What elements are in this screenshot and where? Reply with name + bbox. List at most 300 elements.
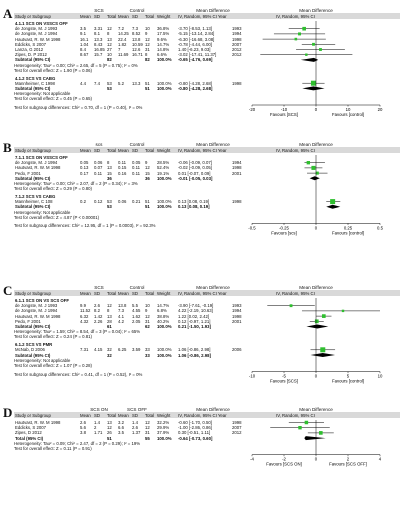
subtotal-ci: -0.65 [-4.76, 0.69] xyxy=(178,57,213,63)
study-weight: 29.9% xyxy=(157,425,170,431)
study-year: 2006 xyxy=(232,347,242,353)
mean-difference-plot-header: Mean Difference xyxy=(299,285,333,290)
overall-effect-note: Test for overall effect: Z = 0.11 (P = 0.91) xyxy=(14,446,92,451)
group2-header: Control xyxy=(129,8,145,13)
overall-effect-note: Test for overall effect: Z = 0.29 (P = 0.80) xyxy=(14,186,92,192)
heterogeneity-note: Heterogeneity: Tau² = 0.09; Chi² = 2.47, df = 2 (P = 0.29); I² = 19% xyxy=(14,440,141,446)
study-year: 1998 xyxy=(232,165,242,171)
subtotal-ci: -0.64 [-0.73, 0.60] xyxy=(178,435,213,441)
study-year: 2001 xyxy=(232,318,242,324)
subtotal-total-2: 51 xyxy=(145,204,150,210)
x-tick-label: 0.5 xyxy=(377,225,383,231)
group1-mean: 4.4 xyxy=(80,80,86,86)
study-weight: 100.0% xyxy=(157,347,172,353)
subtotal-total-1: 53 xyxy=(107,204,112,210)
group1-total: 27 xyxy=(107,47,112,52)
section-title-text: 4.1.1 SCS ON VSSCS OFF xyxy=(15,21,68,26)
x-tick-label: 0 xyxy=(314,456,318,462)
col-study: Study or Subgroup xyxy=(15,147,51,153)
study-ci: 1.40 [-6.23, 9.03] xyxy=(178,47,211,52)
x-tick-label: 20 xyxy=(377,107,383,112)
group2-total: 9 xyxy=(145,160,148,166)
subtotal-total-2: 36 xyxy=(145,175,150,181)
group1-header: scs xyxy=(95,142,103,147)
study-name: de Jongste, M. J 1994 xyxy=(15,160,58,166)
x-tick-label: 10 xyxy=(377,373,383,379)
subtotal-row xyxy=(14,353,400,358)
col-ci-plot: IV, Random, 95% CI xyxy=(276,13,315,19)
group2-total: 51 xyxy=(145,80,150,86)
study-year: 1994 xyxy=(232,160,242,166)
col-ci-year: IV, Random, 95% CI Year xyxy=(178,13,227,19)
study-weight: 100.0% xyxy=(157,80,172,86)
col-mean-1: Mean xyxy=(80,412,91,418)
study-weight: 32.2% xyxy=(157,420,170,425)
subtotal-weight: 100.0% xyxy=(157,85,172,91)
study-year: 1994 xyxy=(232,31,242,37)
group2-sd: 1.37 xyxy=(132,430,141,436)
subtotal-weight: 100.0% xyxy=(157,324,172,329)
group2-total: 10 xyxy=(145,303,150,309)
group1-sd: 4.15 xyxy=(94,347,103,353)
x-tick-label: -4 xyxy=(250,456,254,462)
group2-header: Control xyxy=(129,285,145,290)
subtotal-label: Subtotal (95% CI) xyxy=(15,175,51,181)
x-tick-label: -20 xyxy=(248,107,256,112)
heterogeneity-note: Heterogeneity: Tau² = 0.00; Chi² = 2.07, df = 2 (P = 0.34); I² = 3% xyxy=(14,181,138,186)
col-ci-plot: IV, Random, 95% CI xyxy=(276,412,315,418)
study-weight: 14.7% xyxy=(157,303,170,309)
study-weight: 52.4% xyxy=(157,165,170,171)
study-ci: 1.06 [-0.86, 2.98] xyxy=(178,347,211,353)
x-tick-label: 0 xyxy=(314,225,318,231)
mean-difference-header: Mean Difference xyxy=(196,8,230,13)
subtotal-total-2: 62 xyxy=(145,324,150,329)
group2-sd: 1.4 xyxy=(132,420,138,425)
group1-total: 32 xyxy=(107,347,112,353)
section-title-text: 4.1.2 SCS VS CABG xyxy=(15,75,56,81)
study-name: Zipes, D 2012 xyxy=(15,430,42,436)
group1-sd: 0.12 xyxy=(94,199,103,205)
group1-total: 53 xyxy=(107,199,112,205)
x-tick-label: 0 xyxy=(314,107,318,112)
subtotal-row xyxy=(14,204,400,209)
x-tick-label: 10 xyxy=(345,107,351,112)
col-weight: Weight xyxy=(157,290,171,296)
mean-difference-header: Mean Difference xyxy=(196,142,230,147)
col-sd-2: SD xyxy=(132,290,138,296)
group1-header: SCS ON xyxy=(90,407,108,412)
section-title-text: 6.1.2 SCS VS PMR xyxy=(15,342,53,348)
group2-sd: 12.6 xyxy=(132,47,141,52)
study-ci: 0.13 [0.08, 0.19] xyxy=(178,199,210,205)
forest-plot-panel-c xyxy=(0,283,403,398)
x-tick-label: 2 xyxy=(346,456,350,462)
group1-mean: 0.17 xyxy=(80,170,89,176)
study-ci: -5.15 [-13.14, 2.84] xyxy=(178,31,215,37)
group1-total: 13 xyxy=(107,36,112,42)
group2-total: 12 xyxy=(145,425,150,431)
study-weight: 19.1% xyxy=(157,170,170,176)
group2-sd: 2.6 xyxy=(132,425,138,431)
group2-sd: 8.52 xyxy=(132,31,141,37)
group1-sd: 2 xyxy=(94,425,97,431)
group2-total: 8 xyxy=(145,52,148,58)
group1-total: 8 xyxy=(107,308,110,314)
subtotal-ci: 1.06 [-0.86, 2.98] xyxy=(178,352,211,358)
group2-mean: 0.16 xyxy=(118,170,127,176)
subtotal-ci: -0.80 [-4.28, 2.68] xyxy=(178,85,213,91)
group1-total: 26 xyxy=(107,430,112,436)
study-name: Hautvast, R. W. M 1998 xyxy=(15,36,61,42)
favours-right-label: Favours [control] xyxy=(331,230,365,236)
group2-mean: 6.25 xyxy=(118,347,127,353)
subtotal-label: Subtotal (95% CI) xyxy=(15,85,51,91)
group1-total: 12 xyxy=(107,41,112,47)
favours-right-label: Favours [control] xyxy=(331,112,365,117)
group2-total: 15 xyxy=(145,170,150,176)
study-ci: -0.78 [-4.44, 6.00] xyxy=(178,41,212,47)
subtotal-total-1: 53 xyxy=(107,85,112,91)
subtotal-ci: -0.01 [-0.05, 0.03] xyxy=(178,175,213,181)
col-study: Study or Subgroup xyxy=(15,290,51,296)
col-mean-2: Mean xyxy=(118,412,129,418)
study-ci: -3.70 [-8.53, 1.13] xyxy=(178,26,212,32)
subtotal-total-1: 82 xyxy=(107,57,112,63)
col-total-2: Total xyxy=(145,13,155,19)
group1-header: SCS xyxy=(94,8,104,13)
group1-mean: 0.2 xyxy=(80,199,86,205)
overall-effect-note: Test for overall effect: Z = 0.24 (P = 0.81) xyxy=(14,334,92,340)
group1-total: 12 xyxy=(107,26,112,32)
group1-mean: 9.1 xyxy=(80,31,86,37)
mean-difference-header: Mean Difference xyxy=(196,285,230,290)
group1-mean: 4.32 xyxy=(80,318,89,324)
forest-table xyxy=(14,142,400,273)
study-ci: -6.30 [-16.68, 3.08] xyxy=(178,36,215,42)
group2-total: 12 xyxy=(145,165,150,171)
group2-sd: 7.3 xyxy=(132,26,138,32)
subtotal-weight: 100.0% xyxy=(157,204,172,210)
subtotal-weight: 100.0% xyxy=(157,57,172,63)
group2-total: 31 xyxy=(145,47,150,52)
subtotal-label: Subtotal (95% CI) xyxy=(15,57,51,63)
col-mean-1: Mean xyxy=(80,147,91,153)
heterogeneity-note: Heterogeneity: Tau² = 1.59; Chi² = 8.54, df = 3 (P = 0.04); I² = 65% xyxy=(14,329,141,335)
study-year: 2012 xyxy=(232,430,242,436)
study-weight: 36.8% xyxy=(157,26,170,32)
study-ci: 0.01 [-0.07, 0.09] xyxy=(178,170,211,176)
col-total-2: Total xyxy=(145,290,155,296)
group1-sd: 1.71 xyxy=(94,430,103,436)
col-ci-year: IV, Random, 95% CI Year xyxy=(178,412,227,418)
col-ci-year: IV, Random, 95% CI Year xyxy=(178,290,227,296)
study-year: 1998 xyxy=(232,36,242,42)
study-year: 2012 xyxy=(232,52,242,58)
x-tick-label: 0 xyxy=(314,373,318,379)
subgroup-test-note: Test for subgroup differences: Chi² = 0.70, df = 1 (P = 0.40), I² = 0% xyxy=(14,105,143,110)
group2-mean: 3.5 xyxy=(118,430,124,436)
forest-table xyxy=(14,285,400,398)
study-ci: 1.22 [0.02, 2.42] xyxy=(178,313,210,319)
group1-sd: 15.7 xyxy=(94,52,103,58)
group1-sd: 7.4 xyxy=(94,80,100,86)
forest-plot-panel-a xyxy=(0,6,403,134)
study-name: Eddicks, S 2007 xyxy=(15,41,47,47)
group1-total: 28 xyxy=(107,318,112,324)
group1-sd: 8.2 xyxy=(94,308,100,314)
group1-total: 15 xyxy=(107,170,112,176)
col-weight: Weight xyxy=(157,147,171,153)
col-weight: Weight xyxy=(157,13,171,19)
col-sd-1: SD xyxy=(94,147,100,153)
subtotal-total-1: 36 xyxy=(107,175,112,181)
heterogeneity-note: Heterogeneity: Not applicable xyxy=(14,209,71,215)
group1-mean: 8.4 xyxy=(80,47,86,52)
group1-mean: 0.13 xyxy=(80,165,89,171)
subtotal-weight: 100.0% xyxy=(157,352,172,358)
x-tick-label: -0.5 xyxy=(248,225,256,231)
study-year: 1998 xyxy=(232,80,242,86)
col-sd-1: SD xyxy=(94,412,100,418)
group1-mean: 2.6 xyxy=(80,420,86,425)
subtotal-weight: 100.0% xyxy=(157,175,172,181)
group1-sd: 16.85 xyxy=(94,47,105,52)
study-weight: 14.8% xyxy=(157,47,170,52)
study-ci: -3.90 [-7.61, -0.19] xyxy=(178,303,214,309)
col-total-2: Total xyxy=(145,412,155,418)
group2-mean: 0.15 xyxy=(118,165,127,171)
group2-mean: 0.06 xyxy=(118,199,127,205)
group2-mean: 6.6 xyxy=(118,425,124,431)
col-sd-1: SD xyxy=(94,290,100,296)
group1-sd: 0.11 xyxy=(94,170,103,176)
group1-sd: 8.1 xyxy=(94,31,100,37)
group2-total: 12 xyxy=(145,41,150,47)
study-ci: -1.00 [-2.86, 0.86] xyxy=(178,425,212,431)
group1-mean: 5.6 xyxy=(80,425,86,431)
group2-mean: 13.8 xyxy=(118,303,127,309)
favours-left-label: Favours [SCS] xyxy=(270,378,298,384)
study-year: 2012 xyxy=(232,47,242,52)
study-ci: -0.60 [-1.70, 0.50] xyxy=(178,420,212,425)
group2-total: 12 xyxy=(145,313,150,319)
group1-sd: 2.6 xyxy=(94,303,100,309)
study-ci: -0.06 [-0.09, 0.07] xyxy=(178,160,212,166)
col-mean-2: Mean xyxy=(118,13,129,19)
x-tick-label: 5 xyxy=(346,373,350,379)
favours-left-label: Favours [SCS ON] xyxy=(266,461,302,467)
subtotal-total-2: 82 xyxy=(145,57,150,63)
col-total-1: Total xyxy=(107,290,117,296)
group1-mean: 3.5 xyxy=(80,26,86,32)
study-year: 1993 xyxy=(232,303,242,309)
study-weight: 9.6% xyxy=(157,36,167,42)
group1-total: 8 xyxy=(107,160,110,166)
study-weight: 28.5% xyxy=(157,160,170,166)
col-ci-year: IV, Random, 95% CI Year xyxy=(178,147,227,153)
x-tick-label: 0.25 xyxy=(343,225,353,231)
subtotal-ci: 0.13 [0.08, 0.19] xyxy=(178,204,210,210)
section-title-text: 7.1.1 SCS ON VSSCS OFF xyxy=(15,155,68,160)
col-mean-2: Mean xyxy=(118,290,129,296)
group2-header: Control xyxy=(129,142,145,147)
study-weight: 40.2% xyxy=(157,318,170,324)
study-weight: 17.5% xyxy=(157,31,170,37)
group1-sd: 8.43 xyxy=(94,41,103,47)
favours-left-label: Favours [SCS] xyxy=(270,112,298,117)
mean-difference-plot-header: Mean Difference xyxy=(299,8,333,13)
group2-sd: 13.3 xyxy=(132,80,141,86)
group1-total: 13 xyxy=(107,313,112,319)
col-mean-1: Mean xyxy=(80,13,91,19)
group1-sd: 1.42 xyxy=(94,313,103,319)
study-name: Zipes, D. P 2012 xyxy=(15,52,47,58)
group1-total: 10 xyxy=(107,52,112,58)
x-tick-label: -2 xyxy=(282,456,286,462)
mean-difference-plot-header: Mean Difference xyxy=(299,407,333,412)
study-name: de Jongste, M. J 1993 xyxy=(15,26,58,32)
panel-label: A xyxy=(3,6,13,21)
favours-right-label: Favours [control] xyxy=(331,378,365,384)
study-ci: 4.22 [-2.19, 10.63] xyxy=(178,308,213,314)
group2-mean: 3.2 xyxy=(118,420,124,425)
study-year: 2001 xyxy=(232,170,242,176)
mean-difference-header: Mean Difference xyxy=(196,407,230,412)
group2-total: 9 xyxy=(145,308,148,314)
study-year: 1998 xyxy=(232,199,242,205)
col-weight: Weight xyxy=(157,412,171,418)
study-ci: -0.80 [-4.28, 2.68] xyxy=(178,80,212,86)
study-year: 2007 xyxy=(232,41,242,47)
study-weight: 37.9% xyxy=(157,430,170,436)
x-tick-label: -10 xyxy=(248,373,256,379)
group1-mean: 6.32 xyxy=(80,313,89,319)
study-ci: -3.02 [-17.41, 11.37] xyxy=(178,52,217,58)
subgroup-test-note: Test for subgroup differences: Chi² = 0.41, df = 1 (P = 0.52), I² = 0% xyxy=(14,371,143,377)
x-tick-label: 4 xyxy=(378,456,382,462)
group1-total: 13 xyxy=(107,165,112,171)
group2-sd: 0.11 xyxy=(132,165,141,171)
group1-sd: 0.07 xyxy=(94,165,103,171)
section-title-text: 7.1.2 SCS VS CABG xyxy=(15,193,56,199)
study-name: Hautvast, R. W. M 1998 xyxy=(15,165,61,171)
group2-total: 12 xyxy=(145,420,150,425)
group1-total: 12 xyxy=(107,425,112,431)
group1-sd: 13.3 xyxy=(94,36,103,42)
forest-table xyxy=(14,407,400,525)
subtotal-total-1: 61 xyxy=(107,324,112,329)
subtotal-total-2: 33 xyxy=(145,352,150,358)
group1-mean: 11.52 xyxy=(80,308,91,314)
study-name: de Jongste, M. J 1994 xyxy=(15,31,58,37)
group2-total: 9 xyxy=(145,31,148,37)
group1-sd: 2.26 xyxy=(94,318,103,324)
group2-total: 51 xyxy=(145,199,150,205)
group2-mean: 7 xyxy=(118,47,121,52)
subtotal-total-1: 51 xyxy=(107,435,112,441)
group2-mean: 1.82 xyxy=(118,41,127,47)
study-name: Pedo, F 2001 xyxy=(15,318,41,324)
study-name: de Jongste, M. J 1993 xyxy=(15,303,58,309)
heterogeneity-note: Heterogeneity: Tau² = 0.00; Chi² = 2.65, df = 5 (P = 0.75); I² = 0% xyxy=(14,62,138,68)
group2-sd: 1.62 xyxy=(132,313,141,319)
x-tick-label: -0.25 xyxy=(279,225,289,231)
group2-mean: 14.25 xyxy=(118,31,129,37)
forest-plot-panel-d xyxy=(0,405,403,525)
group2-mean: 7.2 xyxy=(118,26,124,32)
group2-sd: 16.71 xyxy=(132,52,143,58)
col-total-1: Total xyxy=(107,13,117,19)
study-weight: 100.0% xyxy=(157,199,172,205)
study-year: 2007 xyxy=(232,425,242,431)
group2-mean: 7.3 xyxy=(118,308,124,314)
study-year: 1993 xyxy=(232,26,242,32)
study-name: Mannheimer, C 1998 xyxy=(15,80,55,86)
group2-sd: 2.05 xyxy=(132,318,141,324)
subtotal-ci: 0.21 [-1.50, 1.93] xyxy=(178,324,211,329)
study-name: Eddicks, S 2007 xyxy=(15,425,47,431)
panel-label: C xyxy=(3,283,13,298)
group2-mean: 4.1 xyxy=(118,313,124,319)
col-study: Study or Subgroup xyxy=(15,412,51,418)
section-title-text: 6.1.1 SCS ON VS SCS OFF xyxy=(15,298,69,303)
group1-sd: 0.06 xyxy=(94,160,103,166)
col-study: Study or Subgroup xyxy=(15,13,51,19)
subtotal-label: Total (95% CI) xyxy=(15,435,44,441)
forest-plot-panel-b xyxy=(0,140,403,273)
study-year: 1998 xyxy=(232,420,242,425)
study-year: 1998 xyxy=(232,313,242,319)
group2-mean: 5.2 xyxy=(118,80,124,86)
subtotal-weight: 100.0% xyxy=(157,435,172,441)
group2-mean: 4.2 xyxy=(118,318,124,324)
group1-total: 53 xyxy=(107,80,112,86)
study-weight: 38.8% xyxy=(157,313,170,319)
group1-total: 13 xyxy=(107,420,112,425)
overall-effect-note: Test for overall effect: Z = 1.07 (P = 0.28) xyxy=(14,362,92,368)
group1-mean: 16.1 xyxy=(80,36,89,42)
subgroup-test-note: Test for subgroup differences: Chi² = 12.95, df = 1 (P = 0.0003), I² = 92.3% xyxy=(14,223,156,229)
subtotal-total-1: 32 xyxy=(107,352,112,358)
group1-mean: 3.8 xyxy=(80,430,86,436)
heterogeneity-note: Heterogeneity: Not applicable xyxy=(14,357,71,363)
col-total-1: Total xyxy=(107,412,117,418)
forest-table xyxy=(14,8,400,134)
col-mean-2: Mean xyxy=(118,147,129,153)
group1-mean: 7.31 xyxy=(80,347,89,353)
group1-sd: 1.4 xyxy=(94,420,100,425)
group2-mean: 22.4 xyxy=(118,36,127,42)
group2-mean: 11.69 xyxy=(118,52,129,58)
subtotal-label: Subtotal (95% CI) xyxy=(15,352,51,358)
group2-sd: 5.5 xyxy=(132,303,138,309)
col-total-1: Total xyxy=(107,147,117,153)
subtotal-row xyxy=(14,86,400,91)
group2-sd: 10.59 xyxy=(132,41,143,47)
study-weight: 6.6% xyxy=(157,52,167,58)
group1-mean: 8.67 xyxy=(80,52,89,58)
study-ci: 0.30 [-0.51, 1.11] xyxy=(178,430,211,436)
favours-right-label: Favours [SCS OFF] xyxy=(329,461,367,467)
study-name: Lanza, G 2012 xyxy=(15,47,44,52)
study-name: McNab, D 2006 xyxy=(15,347,45,353)
group2-sd: 0.21 xyxy=(132,199,141,205)
subtotal-total-2: 55 xyxy=(145,435,150,441)
favours-left-label: Favours [scs] xyxy=(271,230,297,236)
group2-total: 31 xyxy=(145,318,150,324)
heterogeneity-note: Heterogeneity: Not applicable xyxy=(14,91,71,97)
